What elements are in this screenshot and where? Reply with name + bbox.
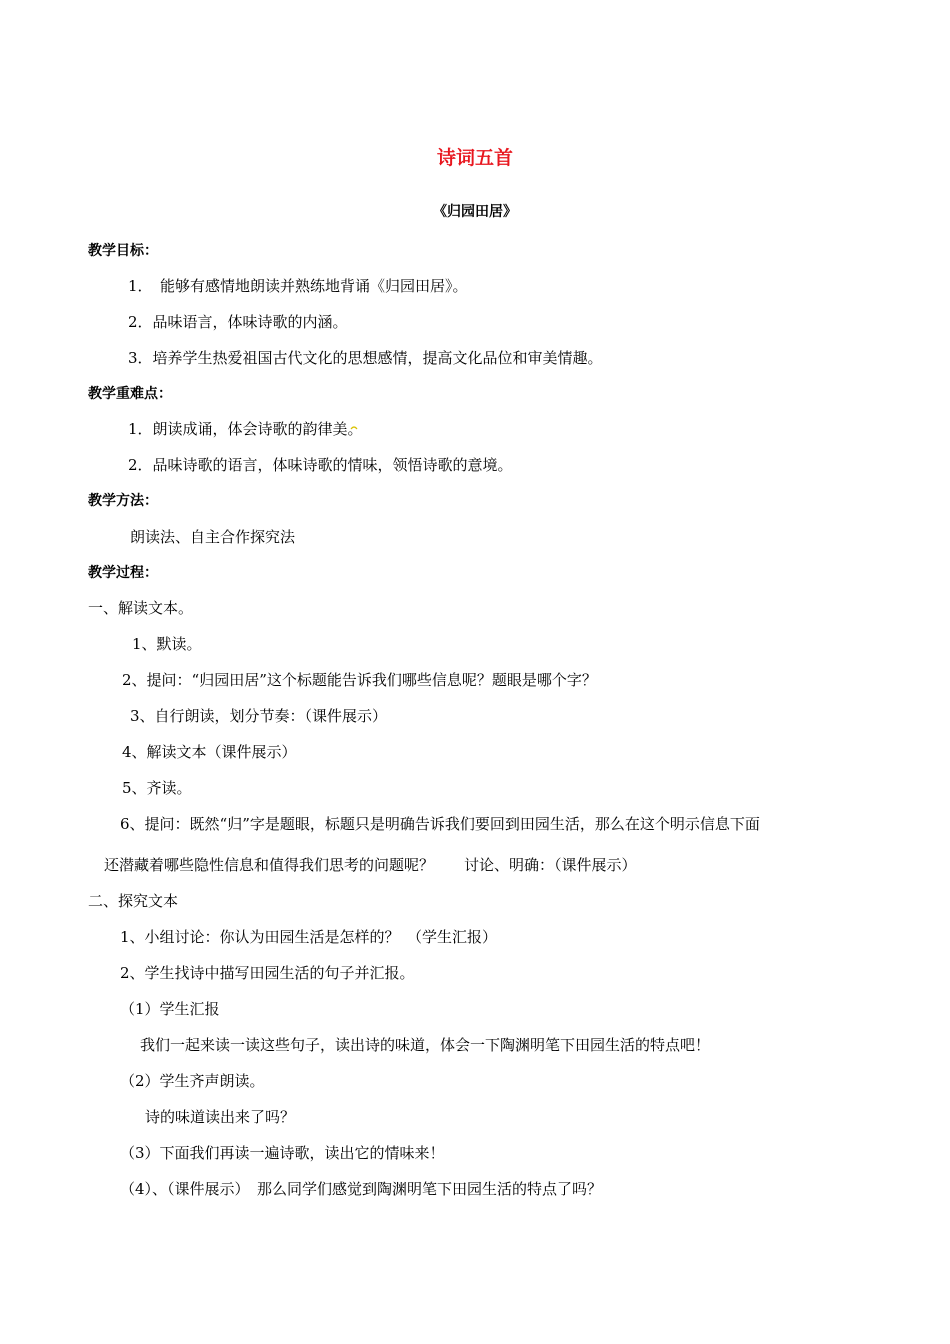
process-part1-title: 一、解读文本。 [88,599,194,617]
key-point-item: 1．朗读成诵，体会诗歌的韵律美。 [128,420,363,438]
key-points-heading: 教学重难点： [88,386,172,402]
process-part2-title: 二、探究文本 [88,892,179,910]
objective-item: 1． 能够有感情地朗读并熟练地背诵《归园田居》。 [128,277,468,295]
process-step: 2、学生找诗中描写田园生活的句子并汇报。 [120,964,415,982]
scan-mark-icon [350,424,358,432]
objective-item: 2．品味语言，体味诗歌的内涵。 [128,313,348,331]
document-title: 诗词五首 [436,147,513,169]
key-point-item: 2．品味诗歌的语言，体味诗歌的情味，领悟诗歌的意境。 [128,456,513,474]
process-step: 5、齐读。 [122,779,192,797]
process-step: 1、小组讨论：你认为田园生活是怎样的？ （学生汇报） [120,928,498,946]
process-substep-text: 我们一起来读一读这些句子，读出诗的味道，体会一下陶渊明笔下田园生活的特点吧！ [140,1036,711,1054]
process-step-continued: 还潜藏着哪些隐性信息和值得我们思考的问题呢？ 讨论、明确：（课件展示） [104,856,637,874]
process-step: 4、解读文本（课件展示） [122,743,297,761]
poem-title: 《归园田居》 [433,204,517,220]
objectives-heading: 教学目标： [88,243,158,259]
process-substep: （4）、（课件展示） 那么同学们感觉到陶渊明笔下田园生活的特点了吗？ [120,1180,603,1198]
process-step: 6、提问：既然“归”字是题眼，标题只是明确告诉我们要回到田园生活，那么在这个明示信息下面 [120,815,760,833]
process-step: 2、提问：“归园田居”这个标题能告诉我们哪些信息呢？题眼是哪个字？ [122,671,597,689]
objective-item: 3．培养学生热爱祖国古代文化的思想感情，提高文化品位和审美情趣。 [128,349,603,367]
process-step: 3、自行朗读，划分节奏：（课件展示） [130,707,388,725]
process-substep: （3）下面我们再读一遍诗歌，读出它的情味来！ [120,1144,445,1162]
methods-heading: 教学方法： [88,493,158,509]
process-heading: 教学过程： [88,565,158,581]
process-substep: （1）学生汇报 [120,1000,220,1018]
process-substep-text: 诗的味道读出来了吗？ [145,1108,296,1126]
methods-text: 朗读法、自主合作探究法 [130,528,296,546]
process-substep: （2）学生齐声朗读。 [120,1072,265,1090]
process-step: 1、默读。 [132,635,202,653]
